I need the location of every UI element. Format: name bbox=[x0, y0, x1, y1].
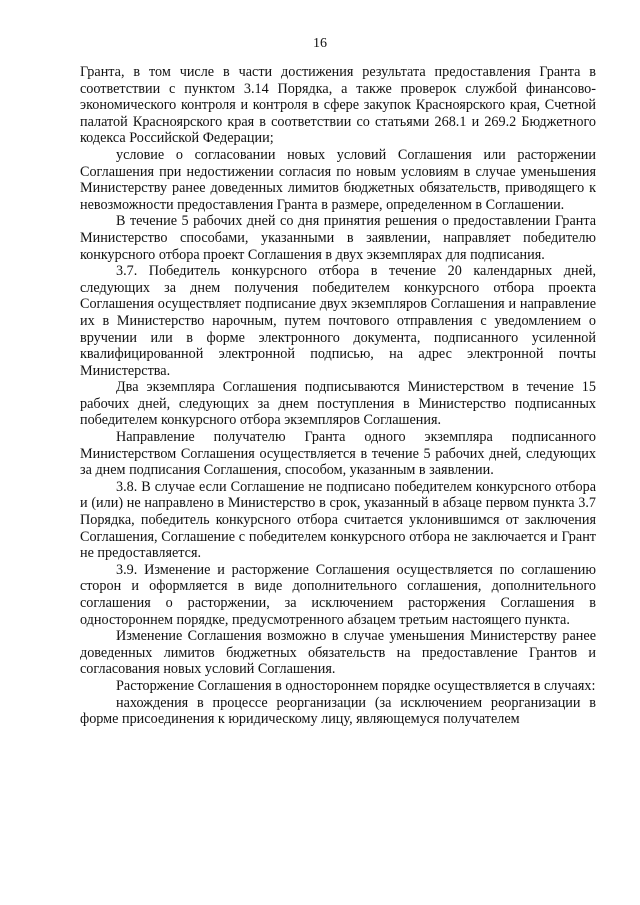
paragraph-5: Два экземпляра Соглашения подписываются Министерством в течение 15 рабочих дней, следующих за днем поступления в Министерство подписанных победителем конкурсного отбора экземпляров Соглашения. bbox=[80, 379, 596, 429]
page-number: 16 bbox=[313, 36, 327, 51]
paragraph-11: нахождения в процессе реорганизации (за исключением реорганизации в форме присоединения к юридическому лицу, являющемуся получателем bbox=[80, 694, 596, 728]
paragraph-7: 3.8. В случае если Соглашение не подписано победителем конкурсного отбора и (или) не направлено в Министерство в срок, указанный в абзаце первом пункта 3.7 Порядка, победитель конкурсного отбора считается уклонившимся от заключения Соглашения, Соглашение с победителем конкурсного отбора не заключается и Грант не предоставляется. bbox=[80, 478, 596, 562]
paragraph-1: Гранта, в том числе в части достижения результата предоставления Гранта в соответствии с пунктом 3.14 Порядка, а также проверок службой финансово-экономического контроля и контроля в сфере закупок Красноярского края, Счетной палатой Красноярского края в соответствии со статьями 268.1 и 269.2 Бюджетного кодекса Российской Федерации; bbox=[80, 64, 596, 147]
document-body bbox=[80, 64, 596, 728]
paragraph-2: условие о согласовании новых условий Соглашения или расторжении Соглашения при недостижении согласия по новым условиям в случае уменьшения Министерству ранее доведенных лимитов бюджетных обязательств, приводящего к невозможности предоставления Гранта в размере, определенном в Соглашении. bbox=[80, 146, 596, 213]
paragraph-8: 3.9. Изменение и расторжение Соглашения осуществляется по соглашению сторон и оформляется в виде дополнительного соглашения, дополнительного соглашения о расторжении, за исключением расторжения Соглашения в одностороннем порядке, предусмотренного абзацем третьим настоящего пункта. bbox=[80, 561, 596, 628]
paragraph-3: В течение 5 рабочих дней со дня принятия решения о предоставлении Гранта Министерство способами, указанными в заявлении, направляет победителю конкурсного отбора проект Соглашения в двух экземплярах для подписания. bbox=[80, 213, 596, 263]
paragraph-10: Расторжение Соглашения в одностороннем порядке осуществляется в случаях: bbox=[116, 677, 596, 694]
paragraph-9: Изменение Соглашения возможно в случае уменьшения Министерству ранее доведенных лимитов бюджетных обязательств на предоставление Грантов и согласования новых условий Соглашения. bbox=[80, 628, 596, 678]
paragraph-6: Направление получателю Гранта одного экземпляра подписанного Министерством Соглашения осуществляется в течение 5 рабочих дней, следующих за днем подписания Соглашения, способом, указанным в заявлении. bbox=[80, 429, 596, 479]
paragraph-4: 3.7. Победитель конкурсного отбора в течение 20 календарных дней, следующих за днем получения победителем конкурсного отбора проекта Соглашения осуществляет подписание двух экземпляров Соглашения и направление их в Министерство нарочным, путем почтового отправления с уведомлением о вручении или в форме электронного документа, подписанного усиленной квалифицированной электронной подписью, на адрес электронной почты Министерства. bbox=[80, 263, 596, 379]
